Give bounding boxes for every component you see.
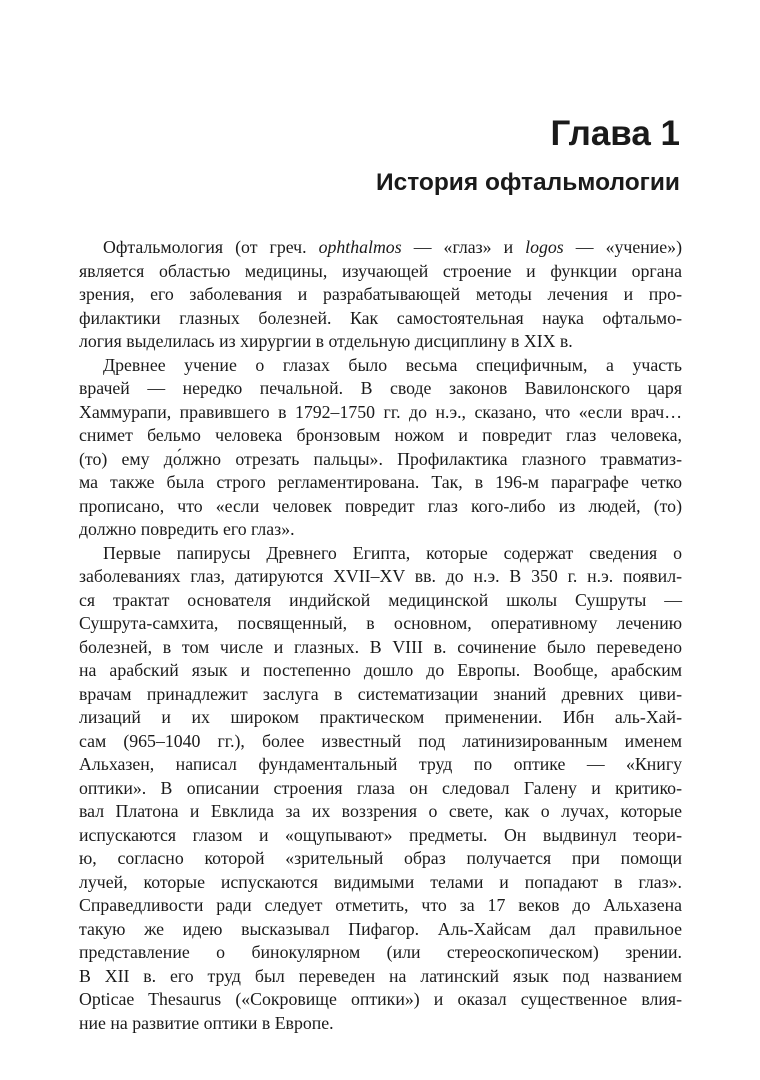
italic-term: logos (525, 237, 564, 257)
text-line: врачей — нередко печальной. В своде законов Вавилонского царя (79, 378, 682, 398)
text-line: ние на развитие оптики в Европе. (79, 1012, 334, 1033)
text-line: Альхазен, написал фундаментальный труд по оптике — «Книгу (79, 754, 682, 774)
text-line: лизаций и их широком практическом применении. Ибн аль-Хай- (79, 707, 682, 727)
text-line: В XII в. его труд был переведен на латинский язык под названием (79, 965, 682, 986)
paragraph (79, 236, 682, 354)
text-line: Сушрута-самхита, посвященный, в основном, оперативному лечению (79, 613, 682, 633)
text-line: Opticae Thesaurus («Сокровище оптики») и оказал существенное влия- (79, 989, 682, 1009)
chapter-number: Глава 1 (550, 114, 680, 153)
text-line: представление о бинокулярном (или стереоскопическом) зрении. (79, 942, 682, 962)
text-line: должно повредить его глаз». (79, 519, 295, 539)
text-line: ма также была строго регламентирована. Так, в 196-м параграфе четко (79, 472, 682, 492)
paragraph (79, 354, 682, 542)
text-line: оптики». В описании строения глаза он следовал Галену и критико- (79, 777, 682, 798)
text-line: вал Платона и Евклида за их воззрения о свете, как о лучах, которые (79, 801, 682, 821)
text-line: снимет бельмо человека бронзовым ножом и повредит глаз человека, (79, 425, 682, 445)
text-line: Древнее учение о глазах было весьма специфичным, а участь (103, 354, 682, 375)
text-line: врачам принадлежит заслуга в систематизации знаний древних циви- (79, 683, 682, 704)
text-line: сам (965–1040 гг.), более известный под латинизированным именем (79, 730, 682, 751)
text-line: логия выделилась из хирургии в отдельную дисциплину в XIX в. (79, 331, 573, 351)
text-line: на арабский язык и постепенно дошло до Европы. Вообще, арабским (79, 660, 682, 680)
paragraph (79, 542, 682, 1036)
text-line: зрения, его заболевания и разрабатывающей методы лечения и про- (79, 284, 682, 304)
text-line: Справедливости ради следует отметить, что за 17 веков до Альхазена (79, 895, 682, 915)
text-line: испускаются глазом и «ощупывают» предметы. Он выдвинул теори- (79, 824, 682, 845)
chapter-title: История офтальмологии (375, 169, 680, 196)
text-line: Офтальмология (от греч. ophthalmos — «глаз» и logos — «учение») (103, 237, 682, 257)
text-line: ся трактат основателя индийской медицинской школы Сушруты — (79, 589, 682, 610)
text-line: (то) ему до́лжно отрезать пальцы». Профилактика глазного травматиз- (79, 448, 682, 469)
text-line: лучей, которые испускаются видимыми телами и попадают в глаз». (79, 871, 682, 892)
italic-term: ophthalmos (318, 237, 402, 257)
text-line: Первые папирусы Древнего Египта, которые содержат сведения о (103, 542, 682, 563)
text-line: заболеваниях глаз, датируются XVII–XV вв. до н.э. В 350 г. н.э. появил- (79, 566, 682, 586)
text-line: такую же идею высказывал Пифагор. Аль-Хайсам дал правильное (79, 918, 682, 939)
text-line: ю, согласно которой «зрительный образ получается при помощи (79, 848, 682, 868)
text-line: является областью медицины, изучающей строение и функции органа (79, 260, 682, 281)
text-line: болезней, в том числе и глазных. В VIII в. сочинение было переведено (79, 636, 682, 657)
text-line: филактики глазных болезней. Как самостоятельная наука офтальмо- (79, 307, 682, 328)
chapter-body (79, 236, 682, 1035)
text-line: Хаммурапи, правившего в 1792–1750 гг. до н.э., сказано, что «если врач… (79, 401, 682, 422)
text-line: прописано, что «если человек повредит глаз кого-либо из людей, (то) (79, 495, 682, 516)
